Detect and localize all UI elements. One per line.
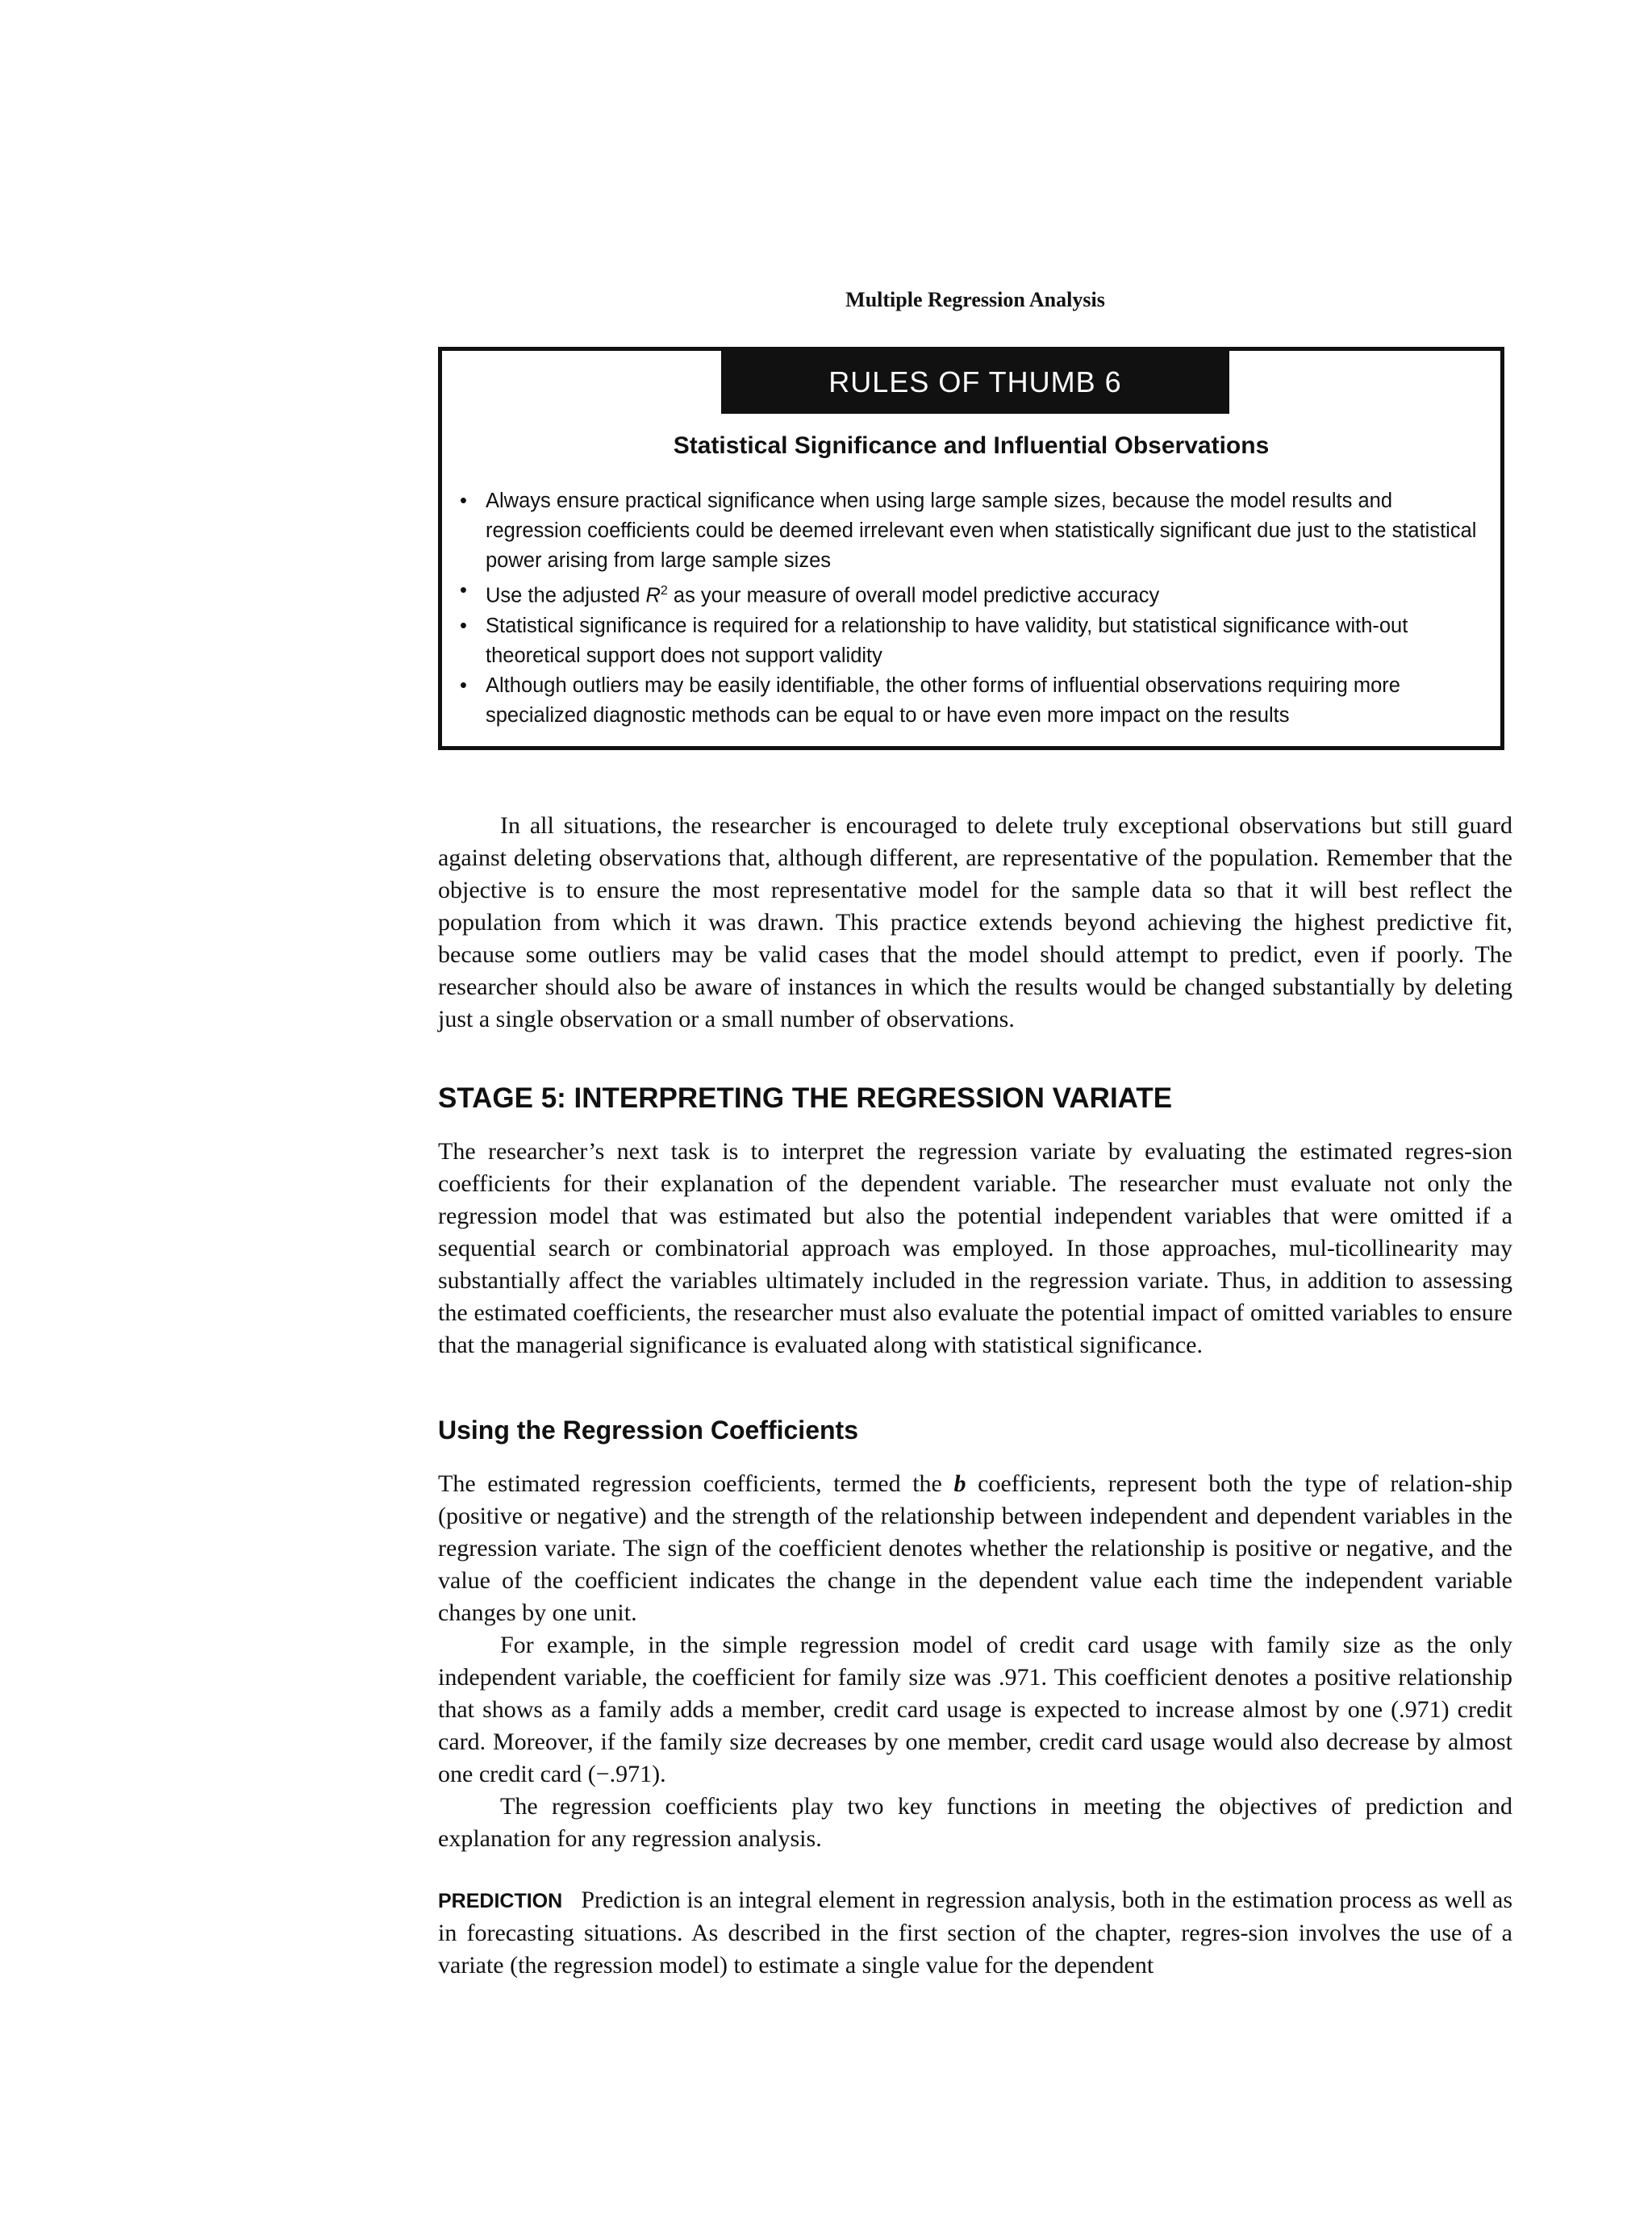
prediction-text: Prediction is an integral element in regression analysis, both in the estimation process as well as in forecasting situations. As described in the first section of the chapter, regres-sion involves the use of a variate (the regression model) to estimate a single value for the dependent: [438, 1887, 1512, 1979]
intro-section: [438, 810, 1512, 1036]
bullet-icon: •: [460, 673, 467, 697]
rules-banner: RULES OF THUMB 6: [721, 351, 1229, 414]
rule-item: [460, 671, 1484, 731]
prediction-runin-heading: PREDICTION: [438, 1890, 563, 1912]
rule-text: Although outliers may be easily identifiable, the other forms of influential observations requiring more specialized diagnostic methods can be equal to or have even more impact on the results: [486, 673, 1400, 727]
rules-title: Statistical Significance and Influential Observations: [673, 432, 1270, 459]
stage-heading: STAGE 5: INTERPRETING THE REGRESSION VARIATE: [438, 1082, 1173, 1114]
coef-italic-b: b: [953, 1470, 966, 1497]
paragraph-stage: The researcher’s next task is to interpret the regression variate by evaluating the estimated regres-sion coefficients for their explanation of the dependent variable. The researcher must evaluate not only the regression model that was estimated but also the potential independent variables that were omitted if a sequential search or combinatorial approach was employed. In those approaches, mul-ticollinearity may substantially affect the variables ultimately included in the regression variate. Thus, in addition to assessing the estimated coefficients, the researcher must also evaluate the potential impact of omitted variables to ensure that the managerial significance is evaluated along with statistical significance.: [438, 1138, 1512, 1358]
r-squared-exponent: 2: [660, 584, 668, 598]
paragraph-intro: In all situations, the researcher is encouraged to delete truly exceptional observations but still guard against deleting observations that, although different, are representative of the population. Remember that the objective is to ensure the most representative model for the sample data so that it will best reflect the population from which it was drawn. This practice extends beyond achieving the highest predictive fit, because some outliers may be valid cases that the model should attempt to predict, even if poorly. The researcher should also be aware of instances in which the results would be changed substantially by deleting just a single observation or a small number of observations.: [438, 812, 1512, 1032]
rule-item: [460, 611, 1484, 671]
paragraph-functions: The regression coefficients play two key functions in meeting the objectives of prediction and explanation for any regression analysis.: [438, 1793, 1512, 1852]
paragraph-example: For example, in the simple regression model of credit card usage with family size as the only independent variable, the coefficient for family size was .971. This coefficient denotes a positive relationship that shows as a family adds a member, credit card usage is expected to increase almost by one (.971) credit card. Moreover, if the family size decreases by one member, credit card usage would also decrease by almost one credit card (−.971).: [438, 1632, 1512, 1787]
rule-text: Always ensure practical significance when using large sample sizes, because the model results and regression coefficients could be deemed irrelevant even when statistically significant due just to the statistical power arising from large sample sizes: [486, 490, 1477, 572]
rules-of-thumb-box: [438, 347, 1504, 750]
paragraph-prediction: [438, 1884, 1512, 1982]
rule-item: [460, 576, 1484, 611]
stage-section: [438, 1136, 1512, 1361]
bullet-icon: •: [460, 614, 467, 637]
rule-item: [460, 486, 1484, 576]
rule-text: Statistical significance is required for a relationship to have validity, but statistical significance with-out theoretical support does not support validity: [486, 614, 1408, 667]
rule-text-before: Use the adjusted: [486, 584, 646, 607]
running-head: Multiple Regression Analysis: [845, 288, 1105, 311]
sub-heading: Using the Regression Coefficients: [438, 1416, 858, 1445]
coef-text-before: The estimated regression coefficients, termed the: [438, 1470, 954, 1497]
paragraph-coef: [438, 1468, 1512, 1629]
r-squared-symbol: R: [645, 584, 661, 607]
rules-list: [460, 486, 1484, 731]
bullet-icon: •: [460, 490, 467, 512]
coef-text-after: coefficients, represent both the type of relation-ship (positive or negative) and the strength of the relationship between independent and dependent variables in the regression variate. The sign of the coefficient denotes whether the relationship is positive or negative, and the value of the coefficient indicates the change in the dependent value each time the independent variable changes by one unit.: [438, 1470, 1513, 1626]
rule-text-after: as your measure of overall model predictive accuracy: [667, 584, 1160, 607]
bullet-icon: •: [460, 579, 467, 602]
coefficients-section: [438, 1468, 1512, 1982]
